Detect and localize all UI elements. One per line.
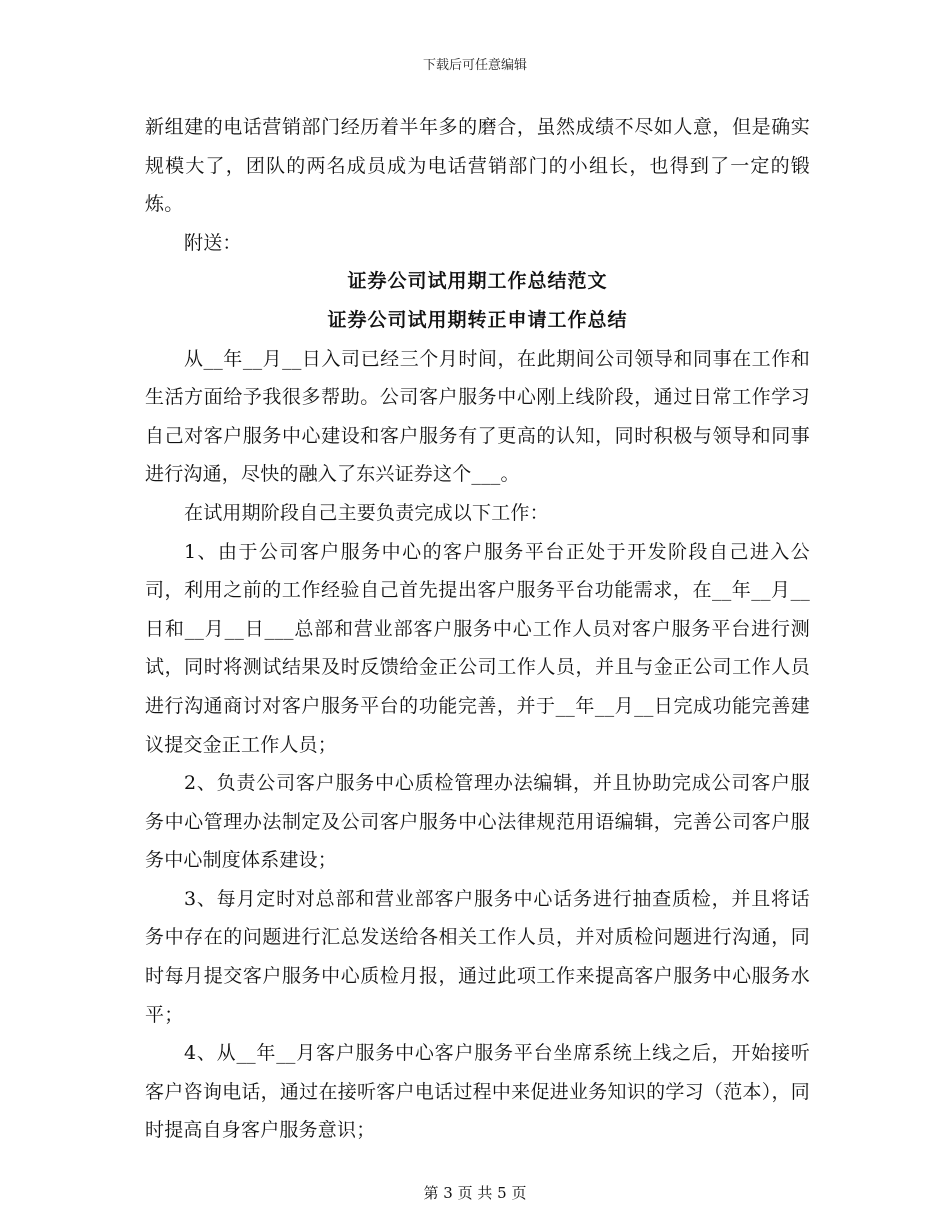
paragraph-1: 从__年__月__日入司已经三个月时间，在此期间公司领导和同事在工作和生活方面给予我很多帮助。公司客户服务中心刚上线阶段，通过日常工作学习自己对客户服务中心建设和客户服务有了更高的认知，同时积极与领导和同事进行沟通，尽快的融入了东兴证券这个___。 xyxy=(145,347,810,486)
list-item-3: 3、每月定时对总部和营业部客户服务中心话务进行抽查质检，并且将话务中存在的问题进行汇总发送给各相关工作人员，并对质检问题进行沟通，同时每月提交客户服务中心质检月报，通过此项工作来提高客户服务中心服务水平； xyxy=(145,887,810,1026)
appendix-label: 附送： xyxy=(184,231,242,254)
document-body xyxy=(145,108,810,1150)
document-subtitle: 证券公司试用期转正申请工作总结 xyxy=(327,308,628,331)
page-footer: 第 3 页 共 5 页 xyxy=(423,1184,527,1202)
list-item-2: 2、负责公司客户服务中心质检管理办法编辑，并且协助完成公司客户服务中心管理办法制定及公司客户服务中心法律规范用语编辑，完善公司客户服务中心制度体系建设； xyxy=(145,772,810,872)
page-header: 下载后可任意编辑 xyxy=(422,58,527,73)
paragraph-intro: 新组建的电话营销部门经历着半年多的磨合，虽然成绩不尽如人意，但是确实规模大了，团队的两名成员成为电话营销部门的小组长，也得到了一定的锻炼。 xyxy=(145,116,810,216)
document-title: 证券公司试用期工作总结范文 xyxy=(347,270,608,293)
paragraph-2: 在试用期阶段自己主要负责完成以下工作： xyxy=(184,501,549,524)
list-item-1: 1、由于公司客户服务中心的客户服务平台正处于开发阶段自己进入公司，利用之前的工作经验自己首先提出客户服务平台功能需求，在__年__月__日和__月__日___总部和营业部客户服务中心工作人员对客户服务平台进行测试，同时将测试结果及时反馈给金正公司工作人员，并且与金正公司工作人员进行沟通商讨对客户服务平台的功能完善，并于__年__月__日完成功能完善建议提交金正工作人员； xyxy=(145,540,810,756)
list-item-4: 4、从__年__月客户服务中心客户服务平台坐席系统上线之后，开始接听客户咨询电话，通过在接听客户电话过程中来促进业务知识的学习（范本），同时提高自身客户服务意识； xyxy=(145,1042,810,1142)
